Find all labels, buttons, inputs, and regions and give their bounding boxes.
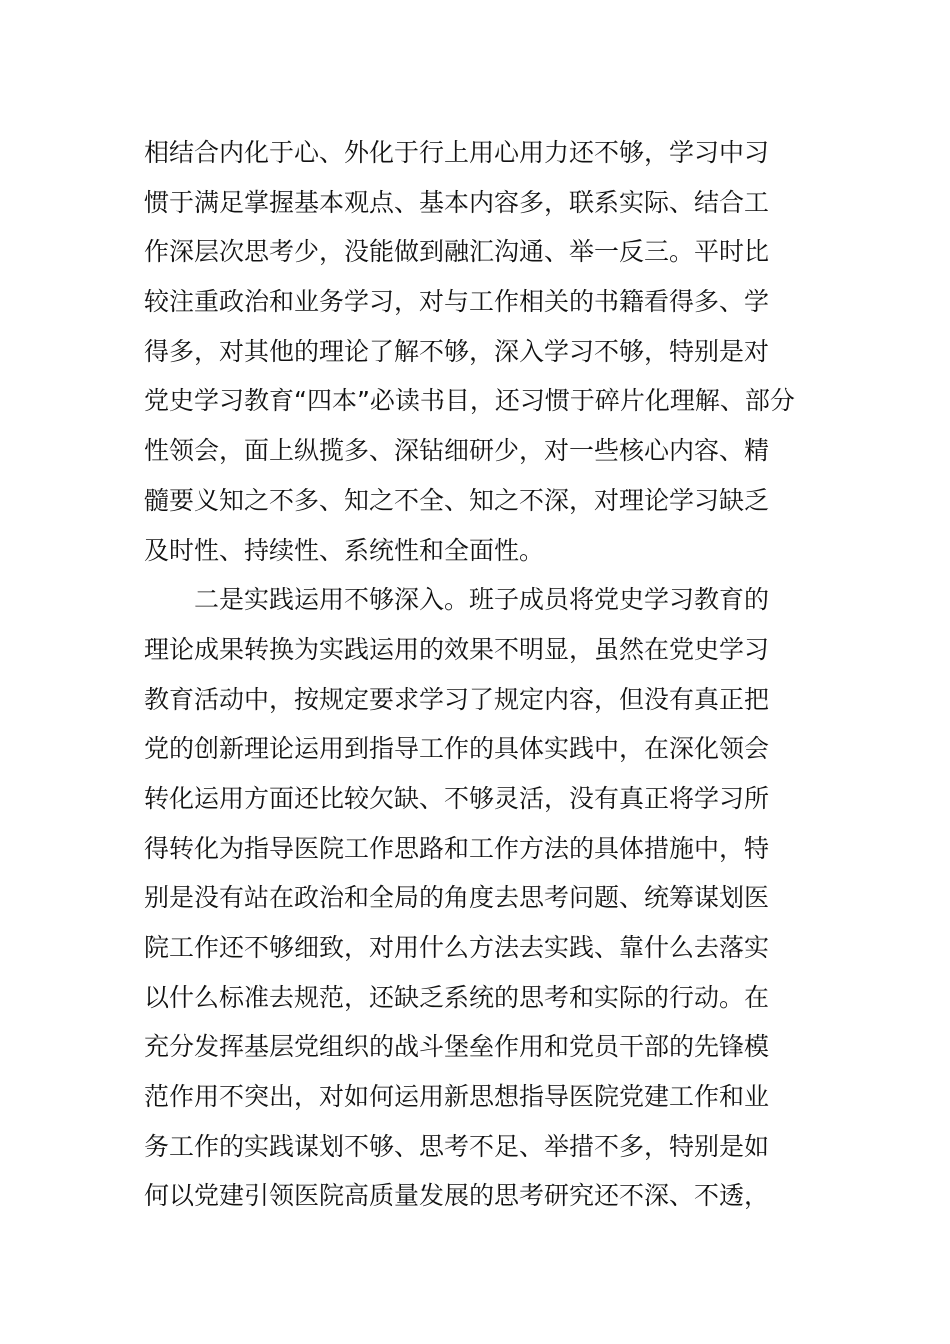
text-line: 性领会，面上纵揽多、深钻细研少，对一些核心内容、精 [144,436,770,466]
text-line: 惯于满足掌握基本观点、基本内容多，联系实际、结合工 [144,187,770,217]
text-line: 院工作还不够细致，对用什么方法去实践、靠什么去落实 [144,933,770,962]
text-line: 充分发挥基层党组织的战斗堡垒作用和党员干部的先锋模 [144,1032,770,1062]
text-line: 何以党建引领医院高质量发展的思考研究还不深、不透， [144,1181,770,1211]
text-line: 范作用不突出，对如何运用新思想指导医院党建工作和业 [144,1082,770,1112]
text-line: 别是没有站在政治和全局的角度去思考问题、统筹谋划医 [144,883,770,913]
text-line: 较注重政治和业务学习，对与工作相关的书籍看得多、学 [144,287,770,317]
text-line: 得多，对其他的理论了解不够，深入学习不够，特别是对 [144,336,770,366]
text-line: 相结合内化于心、外化于行上用心用力还不够，学习中习 [144,138,770,167]
text-line: 党史学习教育“四本”必读书目，还习惯于碎片化理解、部分 [144,386,795,416]
text-line: 以什么标准去规范，还缺乏系统的思考和实际的行动。在 [144,982,770,1012]
text-line: 及时性、持续性、系统性和全面性。 [144,535,545,565]
text-line: 作深层次思考少，没能做到融汇沟通、举一反三。平时比 [144,237,770,267]
text-line: 理论成果转换为实践运用的效果不明显，虽然在党史学习 [144,634,770,664]
text-line: 得转化为指导医院工作思路和工作方法的具体措施中，特 [144,833,770,863]
text-line: 转化运用方面还比较欠缺、不够灵活，没有真正将学习所 [144,783,770,813]
text-line: 党的创新理论运用到指导工作的具体实践中，在深化领会 [144,734,770,764]
text-line: 务工作的实践谋划不够、思考不足、举措不多，特别是如 [144,1131,770,1161]
paragraph-start-line: 二是实践运用不够深入。班子成员将党史学习教育的 [194,585,770,615]
text-line: 教育活动中，按规定要求学习了规定内容，但没有真正把 [144,684,770,714]
document-body [144,128,808,1221]
text-line: 髓要义知之不多、知之不全、知之不深，对理论学习缺乏 [144,485,770,515]
